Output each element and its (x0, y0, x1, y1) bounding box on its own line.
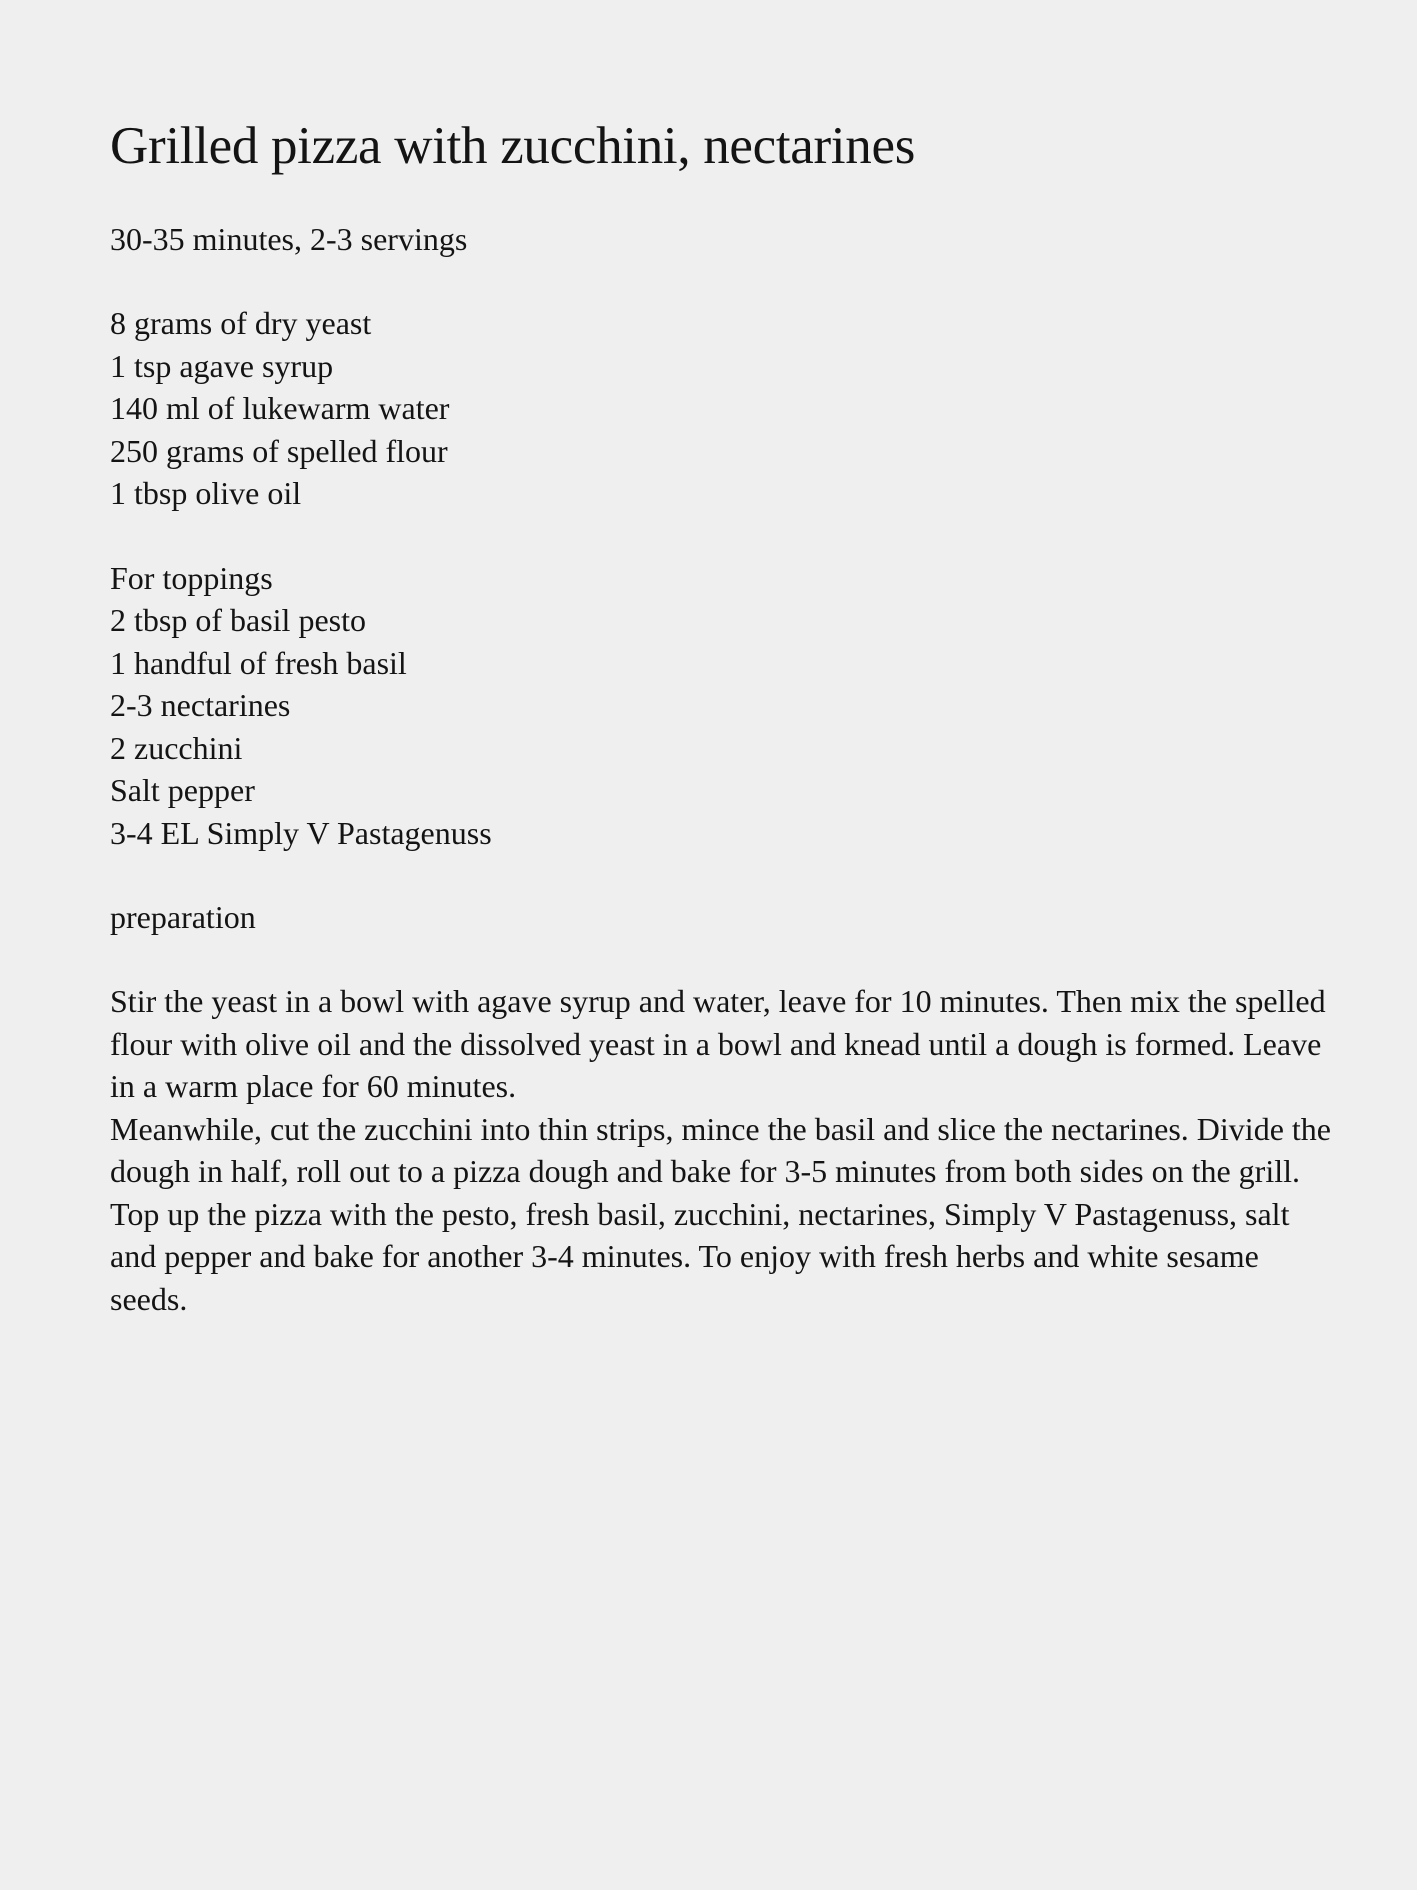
ingredient-item: 140 ml of lukewarm water (110, 390, 450, 426)
ingredient-item: 250 grams of spelled flour (110, 432, 448, 469)
ingredient-item: 1 tbsp olive oil (110, 475, 302, 511)
preparation-step: Meanwhile, cut the zucchini into thin strips, mince the basil and slice the nectarines. Divide the dough in half, roll out to a pizza dough and bake for 3-5 minutes from both sides on the grill. Top up the pizza with the pesto, fresh basil, zucchini, nectarines, Simply V Pastagenuss, salt and pepper and bake for another 3-4 minutes. To enjoy with fresh herbs and white sesame seeds. (110, 1110, 1331, 1317)
toppings-heading: For toppings (110, 559, 273, 596)
preparation-step: Stir the yeast in a bowl with agave syrup and water, leave for 10 minutes. Then mix the spelled flour with olive oil and the dissolved yeast in a bowl and knead until a dough is formed. Leave in a warm place for 60 minutes. (110, 983, 1326, 1104)
dough-ingredient-list (110, 302, 1337, 515)
ingredient-item: 3-4 EL Simply V Pastagenuss (110, 814, 492, 851)
ingredient-item: 1 handful of fresh basil (110, 644, 407, 681)
preparation-heading: preparation (110, 899, 256, 935)
ingredient-item: 2 zucchini (110, 729, 243, 766)
ingredient-item: 1 tsp agave syrup (110, 347, 334, 384)
ingredient-item: 2-3 nectarines (110, 687, 291, 723)
recipe-title: Grilled pizza with zucchini, nectarines (110, 117, 916, 175)
ingredient-item: Salt pepper (110, 772, 255, 808)
topping-ingredient-list (110, 557, 1337, 855)
ingredient-item: 8 grams of dry yeast (110, 305, 372, 341)
ingredient-item: 2 tbsp of basil pesto (110, 602, 366, 638)
recipe-time-servings: 30-35 minutes, 2-3 servings (110, 221, 468, 257)
